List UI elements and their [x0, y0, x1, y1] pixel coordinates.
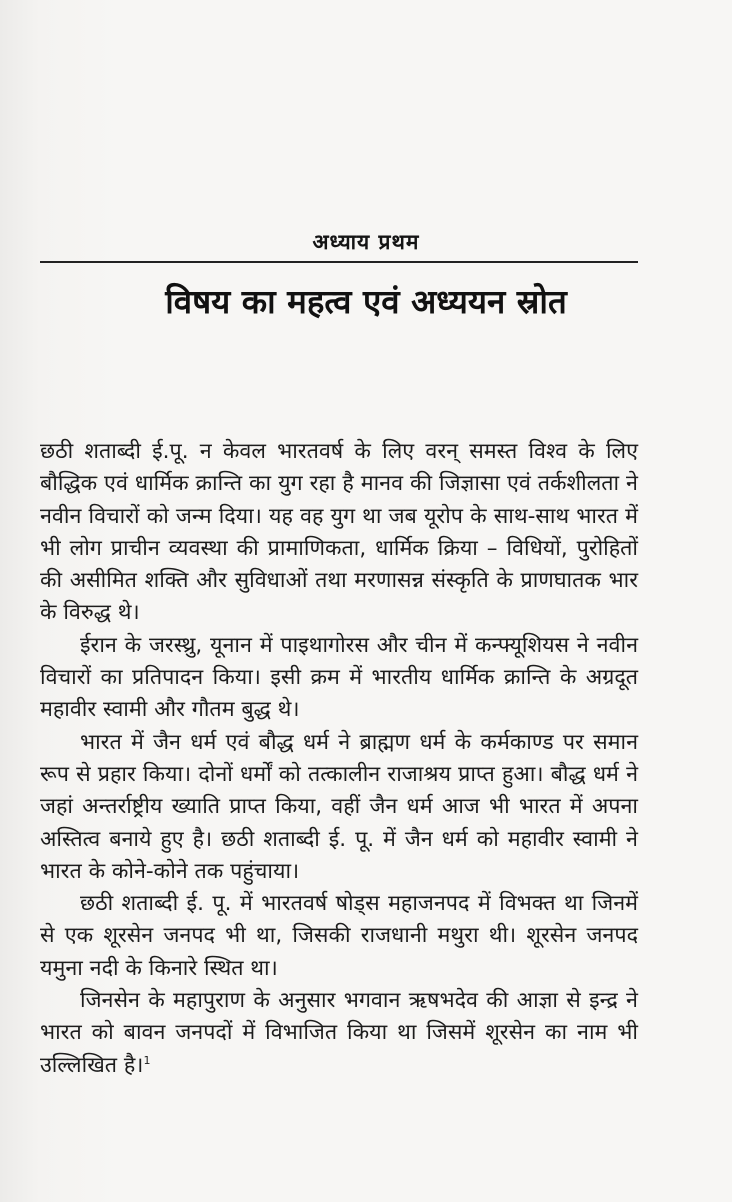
paragraph-4: छठी शताब्दी ई. पू. में भारतवर्ष षोड्स महाजनपद में विभक्त था जिनमें से एक शूरसेन जनपद भी था, जिसकी राजधानी मथुरा थी। शूरसेन जनपद यमुना नदी के किनारे स्थित था। — [40, 891, 638, 981]
chapter-title: विषय का महत्व एवं अध्ययन स्रोत — [165, 282, 567, 321]
paragraph-5-text: जिनसेन के महापुराण के अनुसार भगवान ऋषभदेव की आज्ञा से इन्द्र ने भारत को बावन जनपदों में विभाजित किया था जिसमें शूरसेन का नाम भी उल्लिखित है। — [40, 988, 638, 1078]
paragraph-5 — [40, 985, 638, 1082]
body-text — [40, 436, 638, 1082]
paragraph-3: भारत में जैन धर्म एवं बौद्ध धर्म ने ब्राह्मण धर्म के कर्मकाण्ड पर समान रूप से प्रहार किया। दोनों धर्मों को तत्कालीन राजाश्रय प्राप्त हुआ। बौद्ध धर्म ने जहां अन्तर्राष्ट्रीय ख्याति प्राप्त किया, वहीं जैन धर्म आज भी भारत में अपना अस्तित्व बनाये हुए है। छठी शताब्दी ई. पू. में जैन धर्म को महावीर स्वामी ने भारत के कोने-कोने तक पहुंचाया। — [40, 729, 638, 884]
paragraph-1: छठी शताब्दी ई.पू. न केवल भारतवर्ष के लिए वरन् समस्त विश्व के लिए बौद्धिक एवं धार्मिक क्रान्ति का युग रहा है मानव की जिज्ञासा एवं तर्कशीलता ने नवीन विचारों को जन्म दिया। यह वह युग था जब यूरोप के साथ-साथ भारत में भी लोग प्राचीन व्यवस्था की प्रामाणिकता, धार्मिक क्रिया – विधियों, पुरोहितों की असीमित शक्ति और सुविधाओं तथा मरणासन्न संस्कृति के प्राणघातक भार के विरुद्ध थे। — [40, 439, 638, 626]
header-rule — [40, 261, 638, 263]
chapter-label: अध्याय प्रथम — [312, 230, 420, 254]
footnote-marker: 1 — [143, 1053, 151, 1067]
paragraph-2: ईरान के जरस्थ्रु, यूनान में पाइथागोरस और चीन में कन्फ्यूशियस ने नवीन विचारों का प्रतिपादन किया। इसी क्रम में भारतीय धार्मिक क्रान्ति के अग्रदूत महावीर स्वामी और गौतम बुद्ध थे। — [40, 632, 638, 723]
